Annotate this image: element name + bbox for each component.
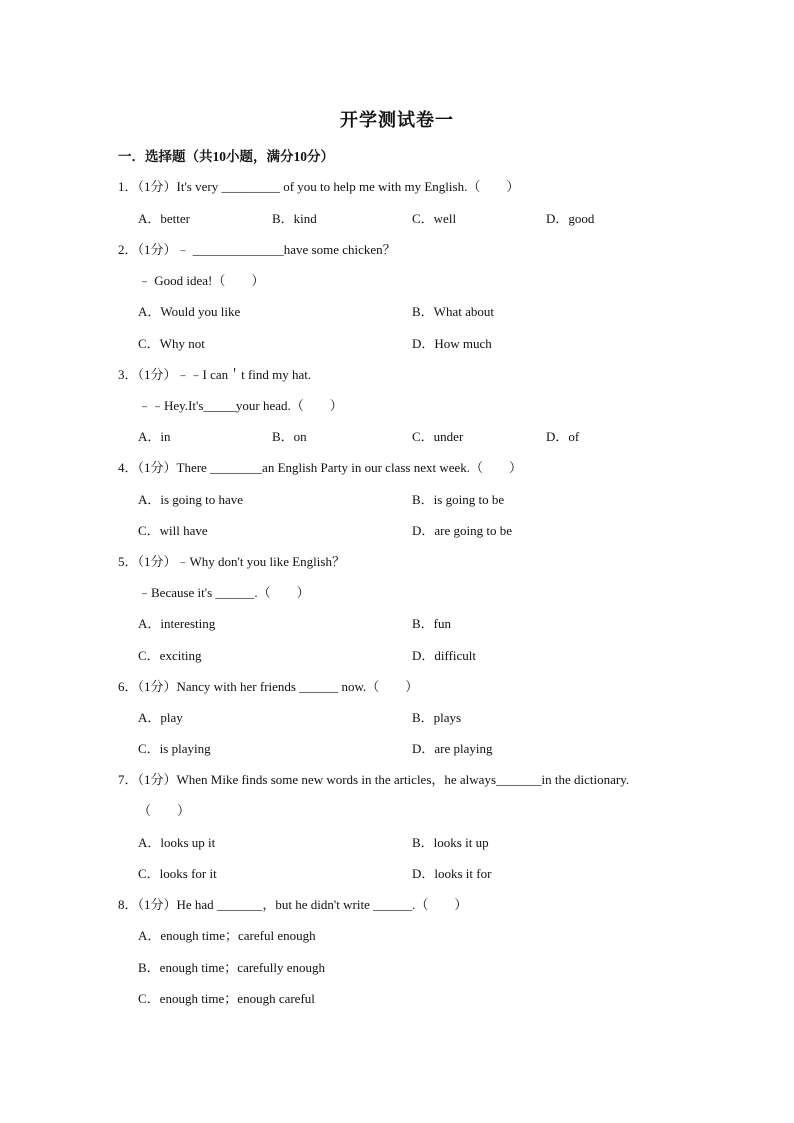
q5-option-b: B．fun [412, 616, 452, 631]
q2-option-b: B．What about [412, 304, 494, 319]
question-2-reply: ﹣ Good idea!（ ） [138, 273, 265, 288]
q5-option-c: C．exciting [138, 648, 202, 663]
q6-option-d: D．are playing [412, 741, 493, 756]
q7-option-a: A．looks up it [138, 835, 216, 850]
q5-option-a: A．interesting [138, 616, 216, 631]
q7-option-b: B．looks it up [412, 835, 489, 850]
question-2-stem: 2．（1分）﹣ ______________have some chicken？ [118, 242, 396, 257]
q7-option-c: C．looks for it [138, 866, 217, 881]
q2-option-c: C．Why not [138, 336, 205, 351]
q6-option-b: B．plays [412, 710, 462, 725]
q2-option-a: A．Would you like [138, 304, 241, 319]
q3-option-a: A．in [138, 429, 171, 444]
question-3-stem: 3．（1分）﹣﹣I can＇t find my hat. [118, 367, 312, 382]
q1-option-b: B．kind [272, 211, 317, 226]
q1-option-d: D．good [546, 211, 595, 226]
question-7-stem: 7．（1分）When Mike finds some new words in the articles，he always_______in the dictionary. [118, 772, 630, 787]
q4-option-c: C．will have [138, 523, 208, 538]
q4-option-d: D．are going to be [412, 523, 513, 538]
q7-option-d: D．looks it for [412, 866, 492, 881]
question-7-bracket: （ ） [138, 803, 191, 818]
q8-option-b: B．enough time；carefully enough [138, 960, 326, 975]
q8-option-c: C．enough time；enough careful [138, 991, 315, 1006]
q3-option-d: D．of [546, 429, 580, 444]
q2-option-d: D．How much [412, 336, 492, 351]
q4-option-a: A．is going to have [138, 492, 244, 507]
question-1-stem: 1．（1分）It's very _________ of you to help me with my English.（ ） [118, 179, 520, 194]
q4-option-b: B．is going to be [412, 492, 505, 507]
q1-option-c: C．well [412, 211, 457, 226]
question-4-stem: 4．（1分）There ________an English Party in our class next week.（ ） [118, 460, 523, 475]
q6-option-a: A．play [138, 710, 183, 725]
q3-option-c: C．under [412, 429, 464, 444]
question-8-stem: 8．（1分）He had _______，but he didn't write ______.（ ） [118, 897, 468, 912]
q3-option-b: B．on [272, 429, 307, 444]
question-6-stem: 6．（1分）Nancy with her friends ______ now.（ ） [118, 679, 419, 694]
section-heading: 一．选择题（共10小题，满分10分） [118, 149, 334, 164]
page-title: 开学测试卷一 [340, 110, 454, 130]
q8-option-a: A．enough time；careful enough [138, 928, 316, 943]
question-5-stem: 5．（1分）﹣Why don't you like English？ [118, 554, 345, 569]
q5-option-d: D．difficult [412, 648, 477, 663]
q1-option-a: A．better [138, 211, 190, 226]
q6-option-c: C．is playing [138, 741, 211, 756]
question-5-reply: ﹣Because it's ______.（ ） [138, 585, 310, 600]
question-3-reply: ﹣﹣Hey.It's_____your head.（ ） [138, 398, 343, 413]
